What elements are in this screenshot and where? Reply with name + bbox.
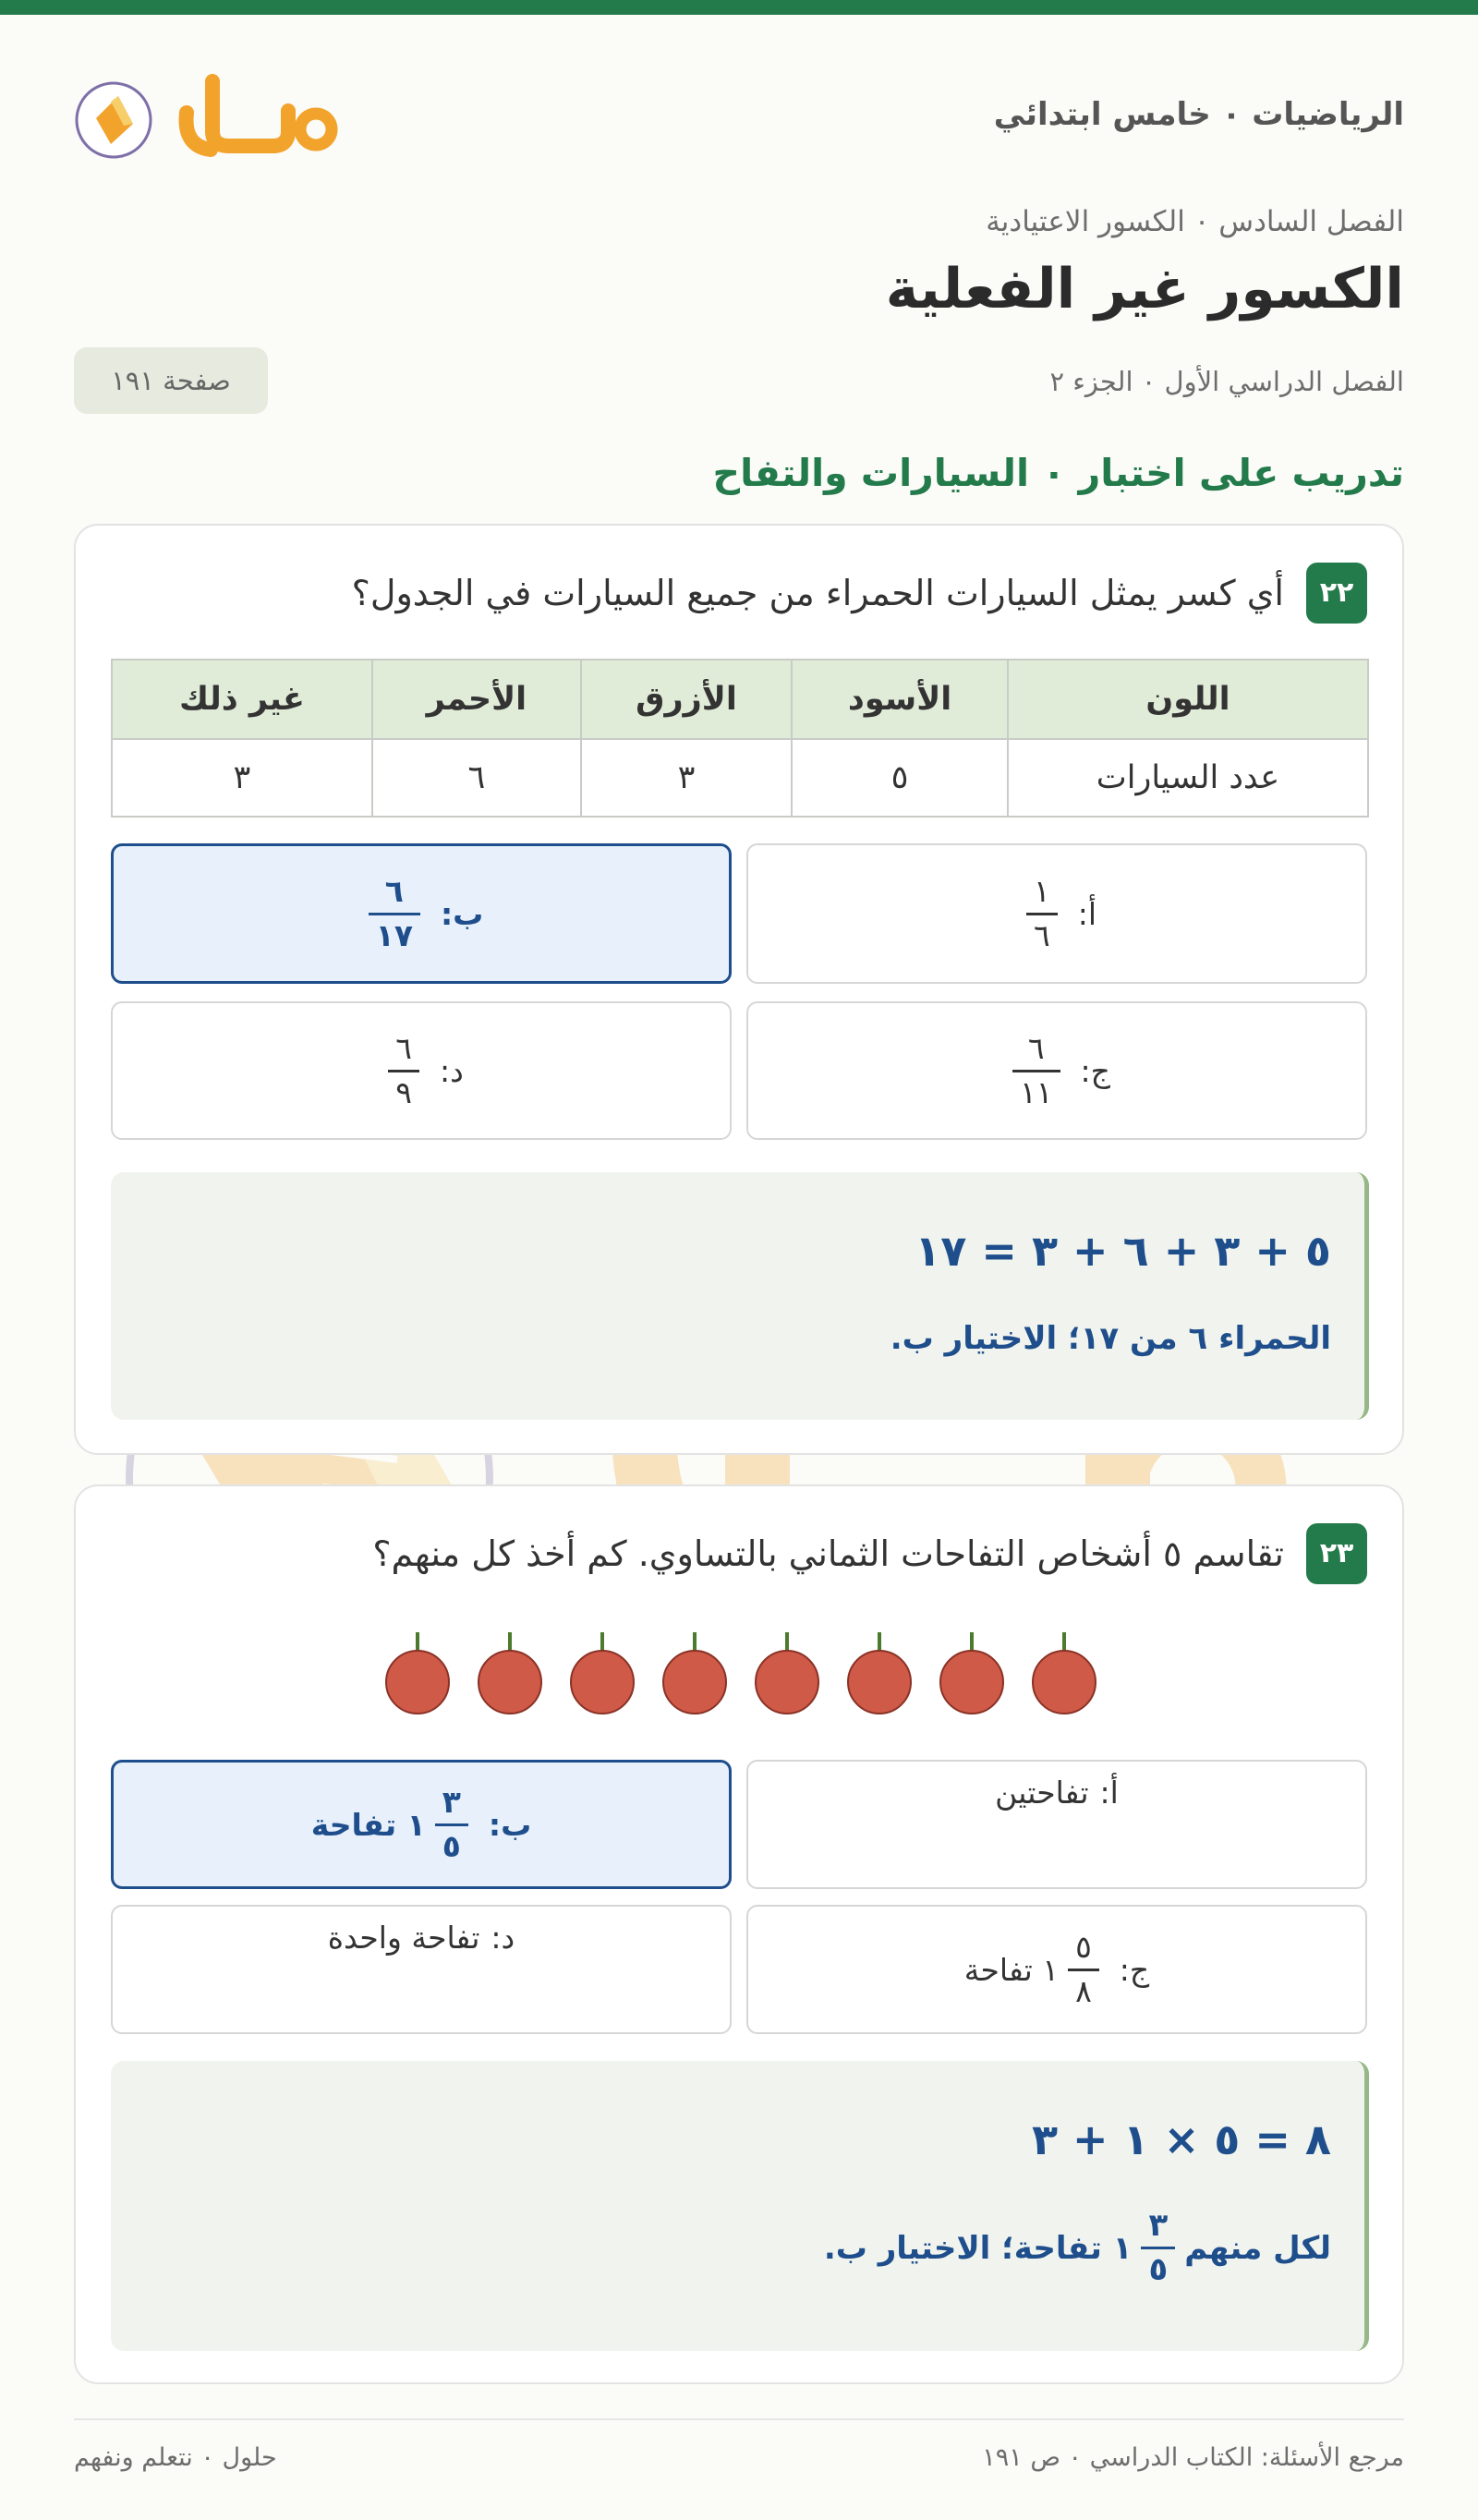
option-label: ج: xyxy=(1080,1052,1110,1089)
numerator: ٦ xyxy=(1027,1030,1045,1067)
unit-text: تفاحة xyxy=(310,1806,397,1843)
footer-divider xyxy=(74,2418,1404,2420)
question-23-card xyxy=(74,1484,1404,2384)
option-label: ب: xyxy=(440,895,484,932)
option-c[interactable] xyxy=(746,1001,1367,1140)
apple-icon xyxy=(756,1632,818,1714)
question-22-header xyxy=(352,563,1367,624)
solution-answer: الحمراء ٦ من ١٧؛ الاختيار ب. xyxy=(890,1320,1331,1357)
apple-icon xyxy=(848,1632,911,1714)
denominator: ٥ xyxy=(435,1823,468,1863)
footer-source: مرجع الأسئلة: الكتاب الدراسي ٠ ص ١٩١ xyxy=(982,2443,1404,2472)
fraction xyxy=(369,875,420,952)
table-header-cell: الأسود xyxy=(792,660,1008,739)
table-cell: ٣ xyxy=(112,739,372,817)
numerator: ٥ xyxy=(1075,1929,1092,1966)
fraction xyxy=(1012,1032,1060,1109)
footer-brand: حلول ٠ نتعلم ونفهم xyxy=(74,2443,277,2472)
fraction xyxy=(1068,1931,1099,2008)
option-label: د: xyxy=(439,1052,464,1089)
numerator: ١ xyxy=(1033,873,1050,910)
question-number-badge: ٢٣ xyxy=(1306,1523,1367,1584)
apple-icon xyxy=(479,1632,541,1714)
option-d[interactable] xyxy=(111,1905,732,2034)
denominator: ١٧ xyxy=(369,913,420,952)
solution-equation: ٥ + ٣ + ٦ + ٣ = ١٧ xyxy=(915,1226,1331,1276)
table-cell: ٥ xyxy=(792,739,1008,817)
denominator: ٩ xyxy=(388,1070,419,1109)
option-text: تفاحتين xyxy=(995,1775,1089,1811)
table-header-cell: الأحمر xyxy=(372,660,581,739)
solution-answer xyxy=(824,2209,1331,2288)
option-b-selected[interactable] xyxy=(111,843,732,984)
cars-table xyxy=(111,659,1369,818)
page-number-badge: صفحة ١٩١ xyxy=(74,347,268,414)
table-cell: ٣ xyxy=(581,739,792,817)
denominator: ٨ xyxy=(1068,1969,1099,2008)
option-label: أ: xyxy=(1077,895,1097,932)
apple-icon xyxy=(1033,1632,1096,1714)
option-b-selected[interactable] xyxy=(111,1760,732,1889)
question-22-card xyxy=(74,524,1404,1455)
apple-icon xyxy=(386,1632,449,1714)
option-d[interactable] xyxy=(111,1001,732,1140)
option-label: أ: xyxy=(1099,1775,1119,1811)
section-title: تدريب على اختبار ٠ السيارات والتفاح xyxy=(712,451,1404,495)
option-label: د: xyxy=(491,1920,515,1956)
solution-box xyxy=(111,2061,1369,2351)
semester-label: الفصل الدراسي الأول ٠ الجزء ٢ xyxy=(1049,366,1404,397)
page-header xyxy=(74,65,1404,166)
numerator: ٦ xyxy=(384,873,404,910)
subject-label: الرياضيات ٠ خامس ابتدائي xyxy=(993,96,1404,133)
answer-prefix: لكل منهم xyxy=(1184,2229,1331,2267)
question-text: أي كسر يمثل السيارات الحمراء من جميع السيارات في الجدول؟ xyxy=(351,573,1284,613)
unit-text: تفاحة xyxy=(963,1951,1033,1988)
table-cell: ٦ xyxy=(372,739,581,817)
fraction xyxy=(435,1786,468,1863)
option-label: ب: xyxy=(488,1806,532,1843)
numerator: ٦ xyxy=(395,1030,412,1067)
top-accent-bar xyxy=(0,0,1478,15)
option-c[interactable] xyxy=(746,1905,1367,2034)
option-a[interactable] xyxy=(746,843,1367,984)
apple-icon xyxy=(571,1632,634,1714)
fraction xyxy=(388,1032,419,1109)
table-header-cell: غير ذلك xyxy=(112,660,372,739)
table-cell: عدد السيارات xyxy=(1008,739,1368,817)
apples-illustration xyxy=(76,1623,1406,1725)
whole-number: ١ xyxy=(406,1806,426,1843)
denominator: ٥ xyxy=(1141,2247,1175,2287)
option-text: تفاحة واحدة xyxy=(327,1920,480,1956)
option-label: ج: xyxy=(1119,1951,1150,1988)
numerator: ٣ xyxy=(1148,2207,1169,2244)
fraction xyxy=(1026,875,1058,952)
question-23-header xyxy=(372,1523,1367,1584)
hulul-logo[interactable] xyxy=(74,65,351,166)
apple-icon xyxy=(663,1632,726,1714)
page-title: الكسور غير الفعلية xyxy=(885,257,1404,321)
chapter-breadcrumb: الفصل السادس ٠ الكسور الاعتيادية xyxy=(986,205,1404,238)
solution-equation: ٨ = ٥ × ١ + ٣ xyxy=(1031,2114,1331,2164)
table-row xyxy=(112,739,1368,817)
denominator: ٦ xyxy=(1026,913,1058,952)
solution-box xyxy=(111,1172,1369,1420)
question-number-badge: ٢٢ xyxy=(1306,563,1367,624)
whole-number: ١ xyxy=(1042,1951,1060,1988)
question-text: تقاسم ٥ أشخاص التفاحات الثماني بالتساوي. كم أخذ كل منهم؟ xyxy=(372,1533,1284,1574)
apple-icon xyxy=(940,1632,1003,1714)
answer-suffix: ١ تفاحة؛ الاختيار ب. xyxy=(823,2229,1133,2267)
table-header-row xyxy=(112,660,1368,739)
option-a[interactable] xyxy=(746,1760,1367,1889)
denominator: ١١ xyxy=(1012,1070,1060,1109)
table-header-cell: اللون xyxy=(1008,660,1368,739)
fraction xyxy=(1141,2209,1175,2288)
numerator: ٣ xyxy=(442,1784,461,1821)
table-header-cell: الأزرق xyxy=(581,660,792,739)
